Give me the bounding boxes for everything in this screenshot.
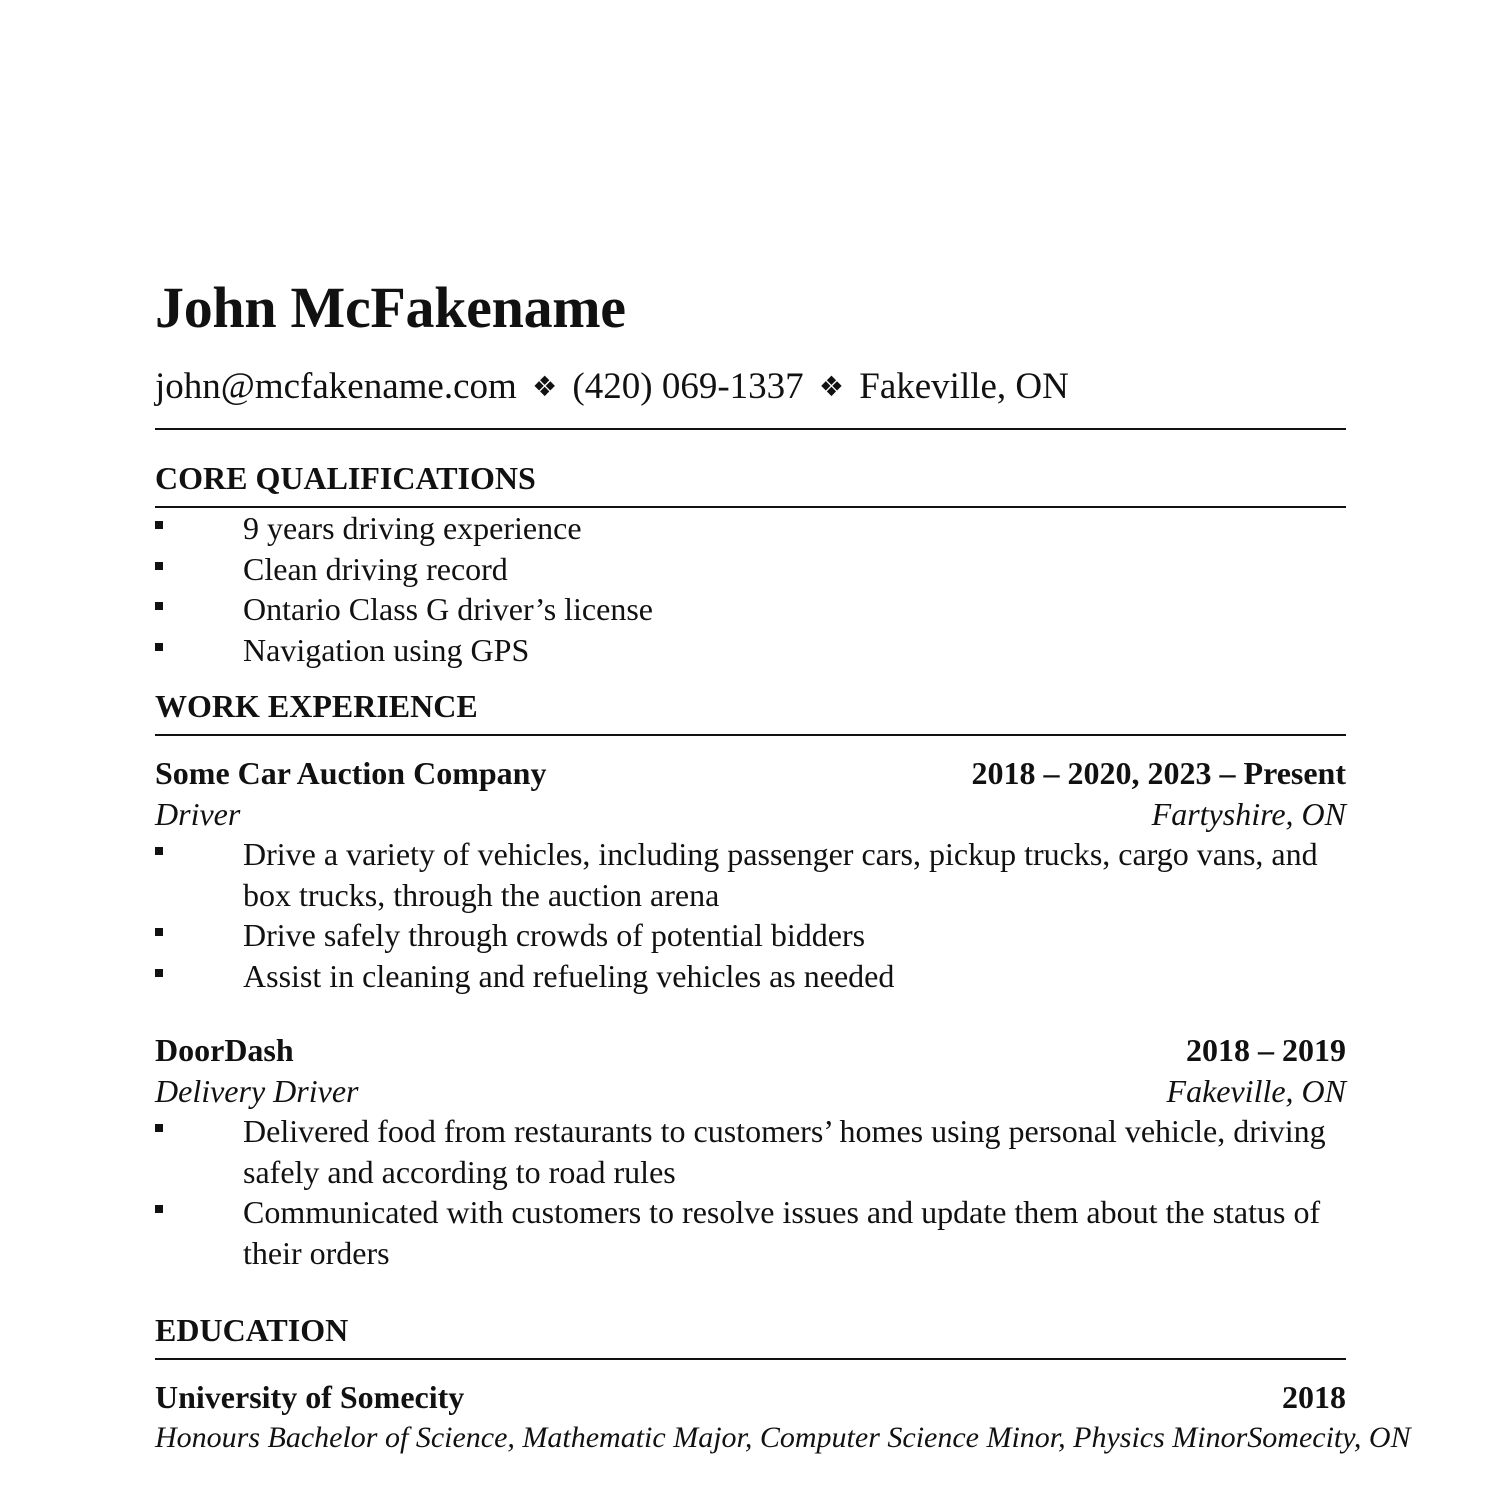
- job-company: Some Car Auction Company: [155, 755, 547, 791]
- square-bullet-icon: [155, 969, 163, 977]
- job-header: [155, 1030, 1346, 1071]
- job-location: Fartyshire, ON: [1151, 795, 1346, 832]
- square-bullet-icon: [155, 562, 163, 570]
- job-dates: 2018 – 2019: [1186, 1032, 1346, 1068]
- job-entry: [155, 753, 1346, 996]
- square-bullet-icon: [155, 521, 163, 529]
- list-item: [155, 915, 1346, 956]
- job-bullet-text: Delivered food from restaurants to customers’ homes using personal vehicle, driving safely and according to road rules: [243, 1113, 1326, 1190]
- job-location: Fakeville, ON: [1166, 1072, 1346, 1109]
- section-divider: [155, 734, 1346, 736]
- section-title-education: EDUCATION: [155, 1312, 349, 1348]
- job-company: DoorDash: [155, 1032, 294, 1068]
- list-item: [155, 630, 1346, 671]
- job-bullet-text: Drive safely through crowds of potential bidders: [243, 917, 866, 953]
- list-item: [155, 1111, 1346, 1192]
- education-degree: Honours Bachelor of Science, Mathematic Major, Computer Science Minor, Physics Minor: [155, 1420, 1248, 1454]
- list-item: [155, 549, 1346, 590]
- square-bullet-icon: [155, 1124, 163, 1132]
- qualifications-list: [155, 508, 1346, 670]
- square-bullet-icon: [155, 643, 163, 651]
- job-bullets: [155, 1111, 1346, 1273]
- list-item: [155, 589, 1346, 630]
- contact-line: [155, 362, 1346, 412]
- diamond-separator-icon: ❖: [532, 370, 558, 403]
- job-subheader: [155, 794, 1346, 835]
- list-item: [155, 834, 1346, 915]
- contact-location: Fakeville, ON: [859, 366, 1069, 407]
- job-header: [155, 753, 1346, 794]
- job-bullet-text: Communicated with customers to resolve issues and update them about the status of their orders: [243, 1194, 1321, 1271]
- section-title-qualifications: CORE QUALIFICATIONS: [155, 460, 536, 496]
- education-header: [155, 1377, 1346, 1418]
- contact-phone: (420) 069-1337: [572, 366, 804, 407]
- education-school: University of Somecity: [155, 1379, 465, 1415]
- education-location: Somecity, ON: [1247, 1420, 1411, 1454]
- qualification-text: Navigation using GPS: [243, 631, 530, 668]
- job-bullet-text: Assist in cleaning and refueling vehicles as needed: [243, 957, 895, 994]
- square-bullet-icon: [155, 928, 163, 936]
- qualification-text: 9 years driving experience: [243, 510, 582, 546]
- resume-content: [155, 270, 1411, 1458]
- candidate-name: John McFakename: [155, 275, 626, 340]
- education-subheader: [155, 1418, 1411, 1459]
- section-divider: [155, 1358, 1346, 1360]
- list-item: [155, 508, 1346, 549]
- qualification-text: Ontario Class G driver’s license: [243, 591, 653, 627]
- list-item: [155, 1192, 1346, 1273]
- section-title-experience: WORK EXPERIENCE: [155, 688, 478, 724]
- job-bullet-text: Drive a variety of vehicles, including passenger cars, pickup trucks, cargo vans, and box trucks, through the auction arena: [243, 836, 1318, 913]
- square-bullet-icon: [155, 1205, 163, 1213]
- list-item: [155, 956, 1346, 997]
- job-role: Driver: [155, 795, 241, 832]
- qualification-text: Clean driving record: [243, 550, 508, 587]
- square-bullet-icon: [155, 847, 163, 855]
- diamond-separator-icon: ❖: [818, 370, 844, 403]
- job-bullets: [155, 834, 1346, 996]
- job-role: Delivery Driver: [155, 1072, 359, 1109]
- education-year: 2018: [1282, 1379, 1346, 1415]
- contact-email: john@mcfakename.com: [155, 366, 517, 407]
- job-subheader: [155, 1071, 1346, 1112]
- education-entry: [155, 1377, 1411, 1458]
- square-bullet-icon: [155, 602, 163, 610]
- job-entry: [155, 1030, 1346, 1273]
- header-divider: [155, 428, 1346, 430]
- job-dates: 2018 – 2020, 2023 – Present: [971, 755, 1346, 791]
